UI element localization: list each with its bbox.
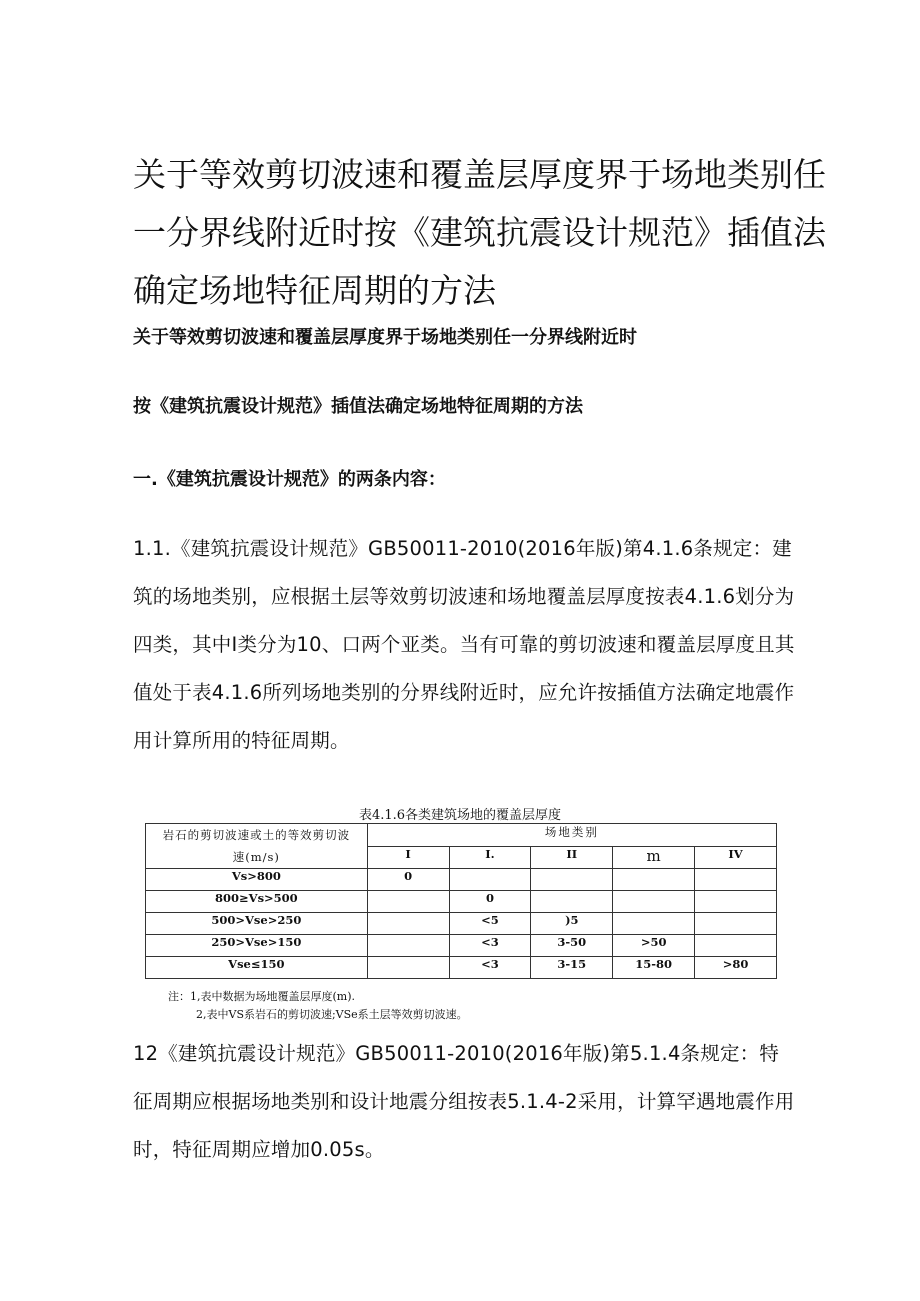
table-header-velocity-line2: 速(m/s) (232, 850, 280, 864)
table-row-label: 500>Vse>250 (146, 913, 368, 935)
subheading-line-2: 按《建筑抗震设计规范》插值法确定场地特征周期的方法 (133, 396, 583, 417)
table-header-site-class: 场地类别 (367, 824, 776, 847)
table-col-header: I. (449, 846, 531, 869)
table-cell (695, 891, 777, 913)
table-cell (695, 935, 777, 957)
table-col-header: m (613, 846, 695, 869)
table-cell: >50 (613, 935, 695, 957)
table-cell (531, 869, 613, 891)
paragraph-1-2: 12《建筑抗震设计规范》GB50011-2010(2016年版)第5.1.4条规定：特征周期应根据场地类别和设计地震分组按表5.1.4-2采用，计算罕遇地震作用时，特征周期应增加0.05s。 (133, 1042, 795, 1161)
table-col-header: IV (695, 846, 777, 869)
table-cell (695, 869, 777, 891)
table-header-velocity (146, 824, 368, 869)
table-cell: 15-80 (613, 957, 695, 979)
table-cell (613, 891, 695, 913)
site-class-table (145, 823, 777, 979)
section-1-heading: 一.《建筑抗震设计规范》的两条内容： (133, 469, 446, 490)
paragraph-1-1: 1.1.《建筑抗震设计规范》GB50011-2010(2016年版)第4.1.6条规定：建筑的场地类别，应根据土层等效剪切波速和场地覆盖层厚度按表4.1.6划分为四类，其中I类分为10、口两个亚类。当有可靠的剪切波速和覆盖层厚度且其值处于表4.1.6所列场地类别的分界线附近时，应允许按插值方法确定地震作用计算所用的特征周期。 (133, 537, 795, 752)
table-cell: 3-50 (531, 935, 613, 957)
table-cell: 0 (367, 869, 449, 891)
table-cell: 3-15 (531, 957, 613, 979)
table-row-label: Vse≤150 (146, 957, 368, 979)
table-cell: <3 (449, 957, 531, 979)
table-row (146, 913, 777, 935)
table-cell (367, 913, 449, 935)
table-row (146, 891, 777, 913)
table-cell (613, 913, 695, 935)
document-title: 关于等效剪切波速和覆盖层厚度界于场地类别任一分界线附近时按《建筑抗震设计规范》插值法确定场地特征周期的方法 (133, 155, 826, 310)
table-note-1: 注：1,表中数据为场地覆盖层厚度(m). (168, 990, 356, 1003)
table-row-label: 250>Vse>150 (146, 935, 368, 957)
table-row-label: 800≥Vs>500 (146, 891, 368, 913)
table-cell (367, 935, 449, 957)
table-cell: <5 (449, 913, 531, 935)
table-col-header: II (531, 846, 613, 869)
table-row (146, 957, 777, 979)
table-cell (367, 957, 449, 979)
table-cell: )5 (531, 913, 613, 935)
table-cell (613, 869, 695, 891)
table-cell (367, 891, 449, 913)
table-cell: <3 (449, 935, 531, 957)
table-row (146, 869, 777, 891)
table-cell (449, 869, 531, 891)
table-row (146, 935, 777, 957)
table-cell (531, 891, 613, 913)
table-cell: >80 (695, 957, 777, 979)
table-cell: 0 (449, 891, 531, 913)
table-col-header: I (367, 846, 449, 869)
table-note-2: 2,表中VS系岩石的剪切波速;VSe系土层等效剪切波速。 (196, 1008, 468, 1021)
table-header-velocity-line1: 岩石的剪切波速或土的等效剪切波 (162, 828, 351, 842)
subheading-line-1: 关于等效剪切波速和覆盖层厚度界于场地类别任一分界线附近时 (133, 327, 637, 348)
table-caption: 表4.1.6各类建筑场地的覆盖层厚度 (358, 808, 562, 823)
table-row-label: Vs>800 (146, 869, 368, 891)
table-cell (695, 913, 777, 935)
